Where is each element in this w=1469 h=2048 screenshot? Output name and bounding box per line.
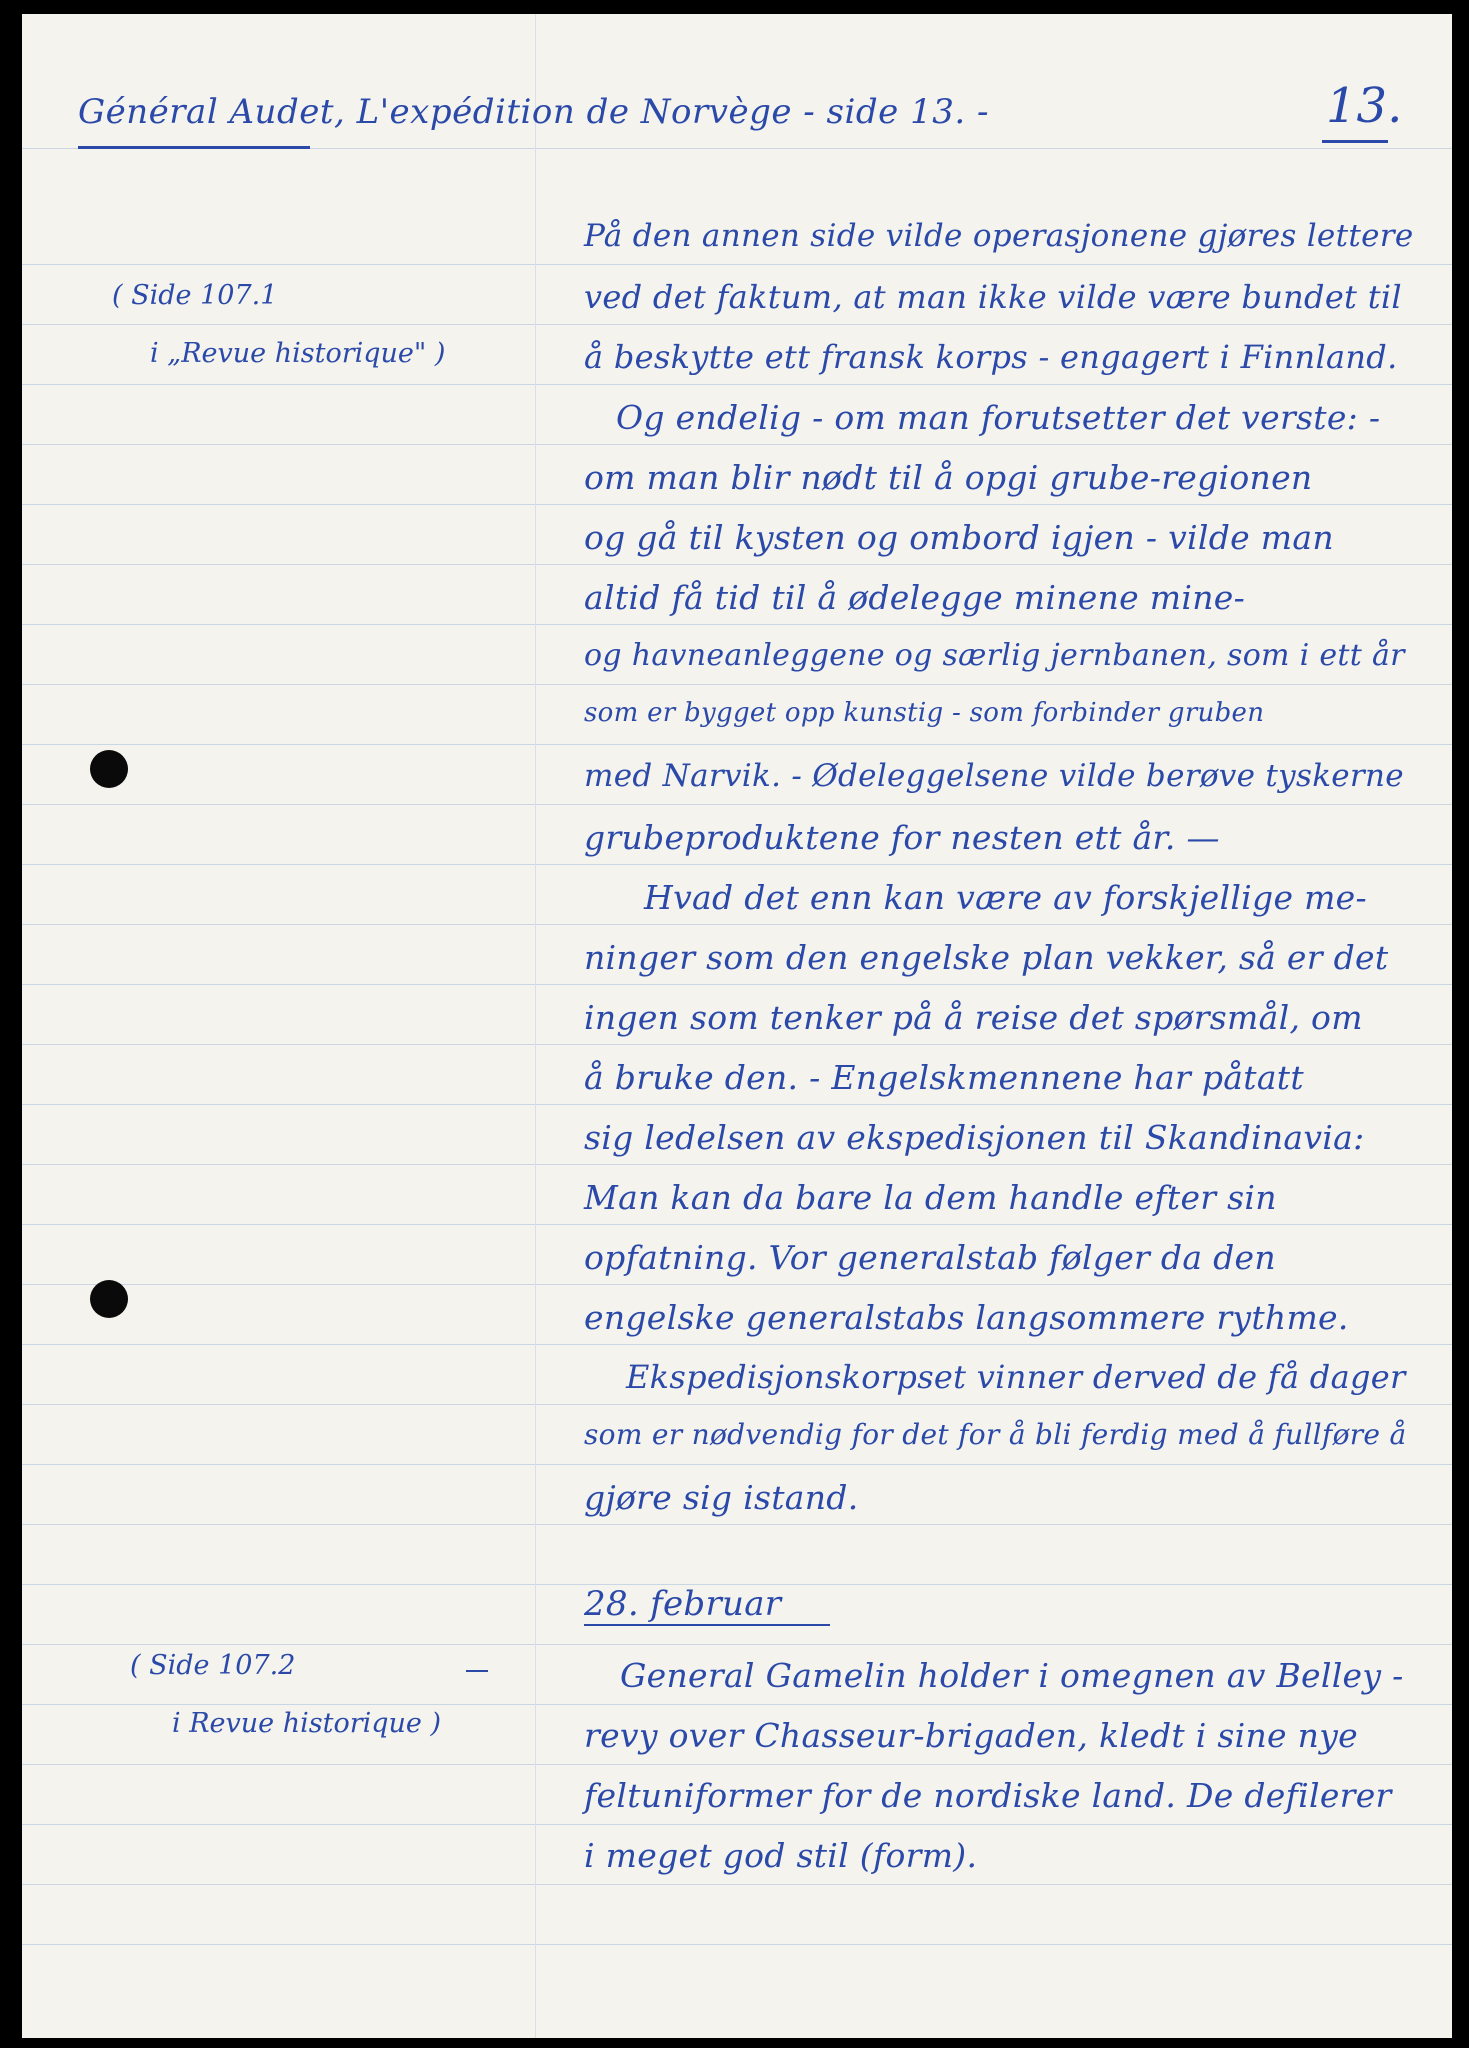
body-line: og havneanleggene og særlig jernbanen, som i ett år [584,638,1405,673]
body-line: å beskytte ett fransk korps - engagert i Finnland. [584,338,1398,376]
ruled-line [22,1944,1452,1945]
date-entry-line: feltuniformer for de nordiske land. De defilerer [584,1776,1392,1815]
ruled-line [22,1824,1452,1825]
date-heading: 28. februar [584,1584,782,1624]
date-entry-line: revy over Chasseur-brigaden, kledt i sine nye [584,1716,1358,1755]
margin-note-1-line-1: ( Side 107.1 [112,280,278,311]
ruled-line [22,804,1452,805]
ruled-line [22,1644,1452,1645]
ruled-line [22,384,1452,385]
date-entry-line: i meget god stil (form). [584,1836,978,1875]
ruled-line [22,1044,1452,1045]
body-line: sig ledelsen av ekspedisjonen til Skandinavia: [584,1118,1365,1157]
body-line: På den annen side vilde operasjonene gjøres lettere [584,218,1414,254]
body-line: Ekspedisjonskorpset vinner derved de få dager [626,1358,1406,1396]
body-line: Og endelig - om man forutsetter det verste: - [616,398,1381,437]
margin-note-2-line-2: i Revue historique ) [172,1708,442,1739]
punch-hole [90,1280,128,1318]
body-line: altid få tid til å ødelegge minene mine- [584,578,1246,617]
body-line: engelske generalstabs langsommere rythme. [584,1298,1349,1337]
ruled-line [22,564,1452,565]
ruled-line [22,444,1452,445]
body-line: med Narvik. - Ødeleggelsene vilde berøve tyskerne [584,758,1404,794]
body-line: ingen som tenker på å reise det spørsmål, om [584,998,1363,1037]
ruled-line [22,1284,1452,1285]
ruled-line [22,864,1452,865]
margin-dash [466,1670,488,1672]
page-header-title: Général Audet, L'expédition de Norvège - side 13. - [78,92,989,132]
ruled-line [22,264,1452,265]
body-line: grubeproduktene for nesten ett år. — [584,818,1220,857]
ruled-line [22,1164,1452,1165]
ruled-line [22,1224,1452,1225]
body-line: Hvad det enn kan være av forskjellige me- [644,878,1367,917]
ruled-line [22,984,1452,985]
ruled-line [22,1104,1452,1105]
ruled-line [22,924,1452,925]
ruled-line [22,1464,1452,1465]
date-heading-underline [584,1624,830,1626]
ruled-line [22,1704,1452,1705]
body-line: gjøre sig istand. [584,1478,859,1517]
body-line: som er nødvendig for det for å bli ferdig med å fullføre å [584,1418,1407,1451]
ruled-line [22,324,1452,325]
body-line: ninger som den engelske plan vekker, så er det [584,938,1389,977]
body-line: opfatning. Vor generalstab følger da den [584,1238,1276,1277]
margin-line [535,14,536,2038]
header-underline [78,146,310,149]
ruled-line [22,504,1452,505]
ruled-line [22,684,1452,685]
body-line: og gå til kysten og ombord igjen - vilde man [584,518,1334,557]
ruled-line [22,624,1452,625]
date-entry-line: General Gamelin holder i omegnen av Belley - [620,1656,1404,1695]
body-line: ved det faktum, at man ikke vilde være bundet til [584,278,1402,316]
ruled-line [22,1884,1452,1885]
margin-note-2-line-1: ( Side 107.2 [130,1650,296,1681]
punch-hole [90,750,128,788]
ruled-line [22,1524,1452,1525]
ruled-line [22,1344,1452,1345]
body-line: om man blir nødt til å opgi grube-regionen [584,458,1313,497]
ruled-line [22,744,1452,745]
page-number: 13. [1326,78,1403,134]
page-number-underline [1322,140,1388,143]
ruled-line [22,1404,1452,1405]
body-line: Man kan da bare la dem handle efter sin [584,1178,1277,1217]
body-line: å bruke den. - Engelskmennene har påtatt [584,1058,1304,1097]
margin-note-1-line-2: i „Revue historique" ) [150,338,446,369]
body-line-insertion: som er bygget opp kunstig - som forbinder gruben [584,698,1265,728]
ruled-line [22,1764,1452,1765]
